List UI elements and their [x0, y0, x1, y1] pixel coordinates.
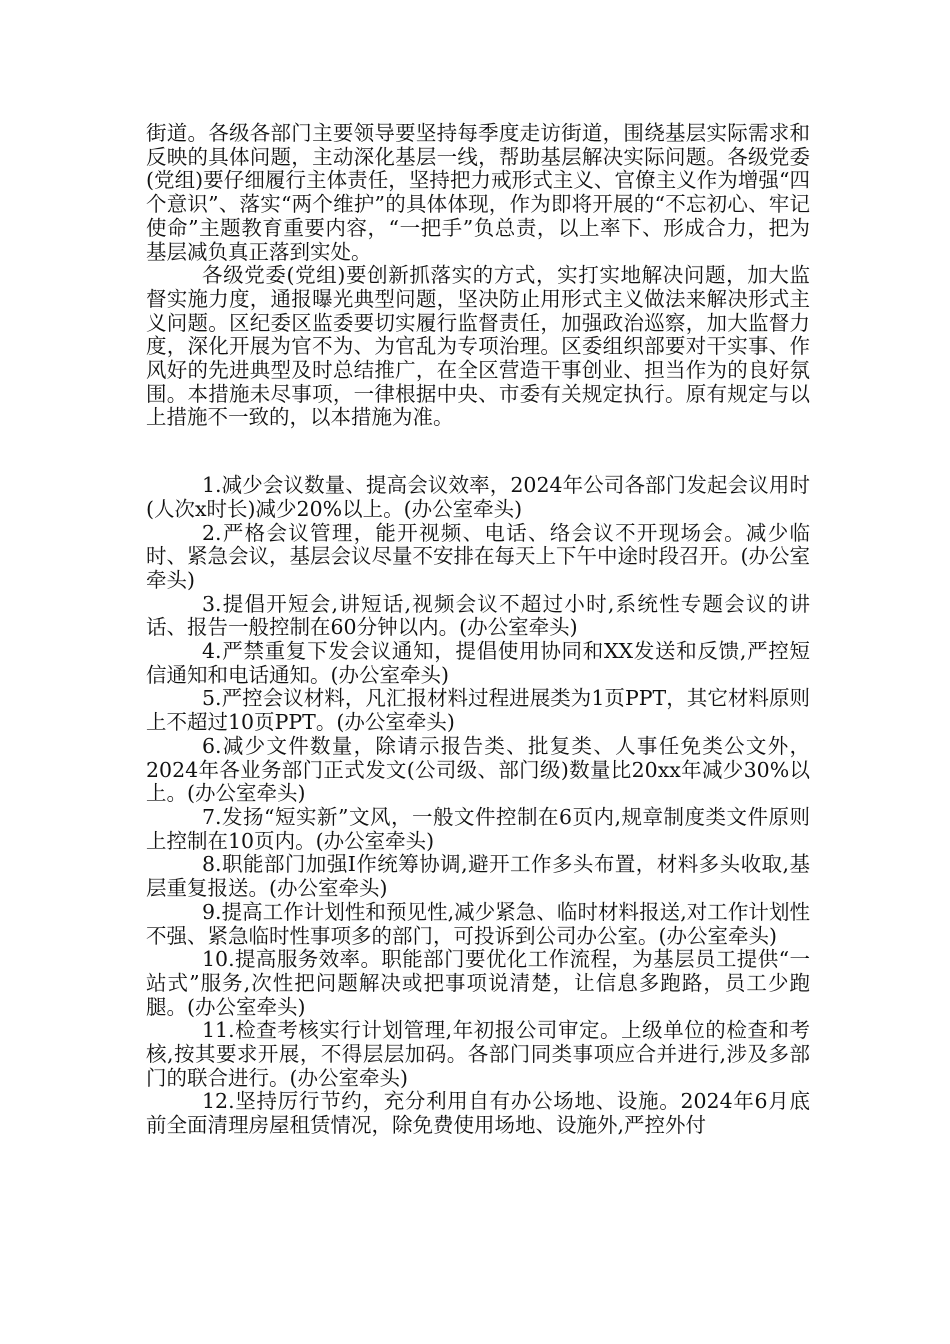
document-page — [146, 122, 810, 1138]
list-item: 10.提高服务效率。职能部门要优化工作流程，为基层员工提供“一站式”服务,次性把问题解决或把事项说清楚，让信息多跑路，员工少跑腿。(办公室牵头) — [146, 947, 810, 1019]
list-item: 6.减少文件数量，除请示报告类、批复类、人事任免类公文外，2024年各业务部门正式发文(公司级、部门级)数量比20xx年减少30%以上。(办公室牵头) — [146, 733, 810, 806]
list-item: 5.严控会议材料，凡汇报材料过程进展类为1页PPT，其它材料原则上不超过10页PPT。(办公室牵头) — [146, 686, 810, 735]
list-item: 11.检查考核实行计划管理,年初报公司审定。上级单位的检查和考核,按其要求开展，不得层层加码。各部门同类事项应合并进行,涉及多部门的联合进行。(办公室牵头) — [146, 1018, 810, 1090]
list-item: 1.减少会议数量、提高会议效率，2024年公司各部门发起会议用时(人次x时长)减少20%以上。(办公室牵头) — [146, 473, 810, 521]
list-item: 8.职能部门加强I作统筹协调,避开工作多头布置，材料多头收取,基层重复报送。(办公室牵头) — [146, 852, 810, 901]
list-item: 9.提高工作计划性和预见性,减少紧急、临时材料报送,对工作计划性不强、紧急临时性事项多的部门，可投诉到公司办公室。(办公室牵头) — [146, 899, 810, 948]
list-item: 4.严禁重复下发会议通知，提倡使用协同和XX发送和反馈,严控短信通知和电话通知。(办公室牵头) — [146, 639, 810, 687]
body-paragraph: 各级党委(党组)要创新抓落实的方式，实打实地解决问题，加大监督实施力度，通报曝光典型问题，坚决防止用形式主义做法来解决形式主义问题。区纪委区监委要切实履行监督责任，加强政治巡察，加大监督力度，深化开展为官不为、为官乱为专项治理。区委组织部要对干实事、作风好的先进典型及时总结推广，在全区营造干事创业、担当作为的良好氛围。本措施未尽事项，一律根据中央、市委有关规定执行。原有规定与以上措施不一致的，以本措施为准。 — [146, 263, 810, 430]
list-item: 2.严格会议管理，能开视频、电话、络会议不开现场会。减少临时、紧急会议，基层会议尽量不安排在每天上下午中途时段召开。(办公室牵头) — [146, 520, 810, 592]
body-paragraph: 街道。各级各部门主要领导要坚持每季度走访街道，围绕基层实际需求和反映的具体问题，主动深化基层一线，帮助基层解决实际问题。各级党委(党组)要仔细履行主体责任，坚持把力戒形式主义、官僚主义作为增强“四个意识”、落实“两个维护”的具体体现，作为即将开展的“不忘初心、牢记使命”主题教育重要内容，“一把手”负总责，以上率下、形成合力，把为基层减负真正落到实处。 — [146, 121, 810, 264]
list-item: 7.发扬“短实新”文风，一般文件控制在6页内,规章制度类文件原则上控制在10页内。(办公室牵头) — [146, 804, 810, 853]
list-item: 12.坚持厉行节约，充分利用自有办公场地、设施。2024年6月底前全面清理房屋租赁情况，除免费使用场地、设施外,严控外付 — [146, 1089, 810, 1138]
list-item: 3.提倡开短会,讲短话,视频会议不超过小时,系统性专题会议的讲话、报告一般控制在60分钟以内。(办公室牵头) — [146, 591, 810, 640]
paragraph-gap — [146, 430, 810, 474]
